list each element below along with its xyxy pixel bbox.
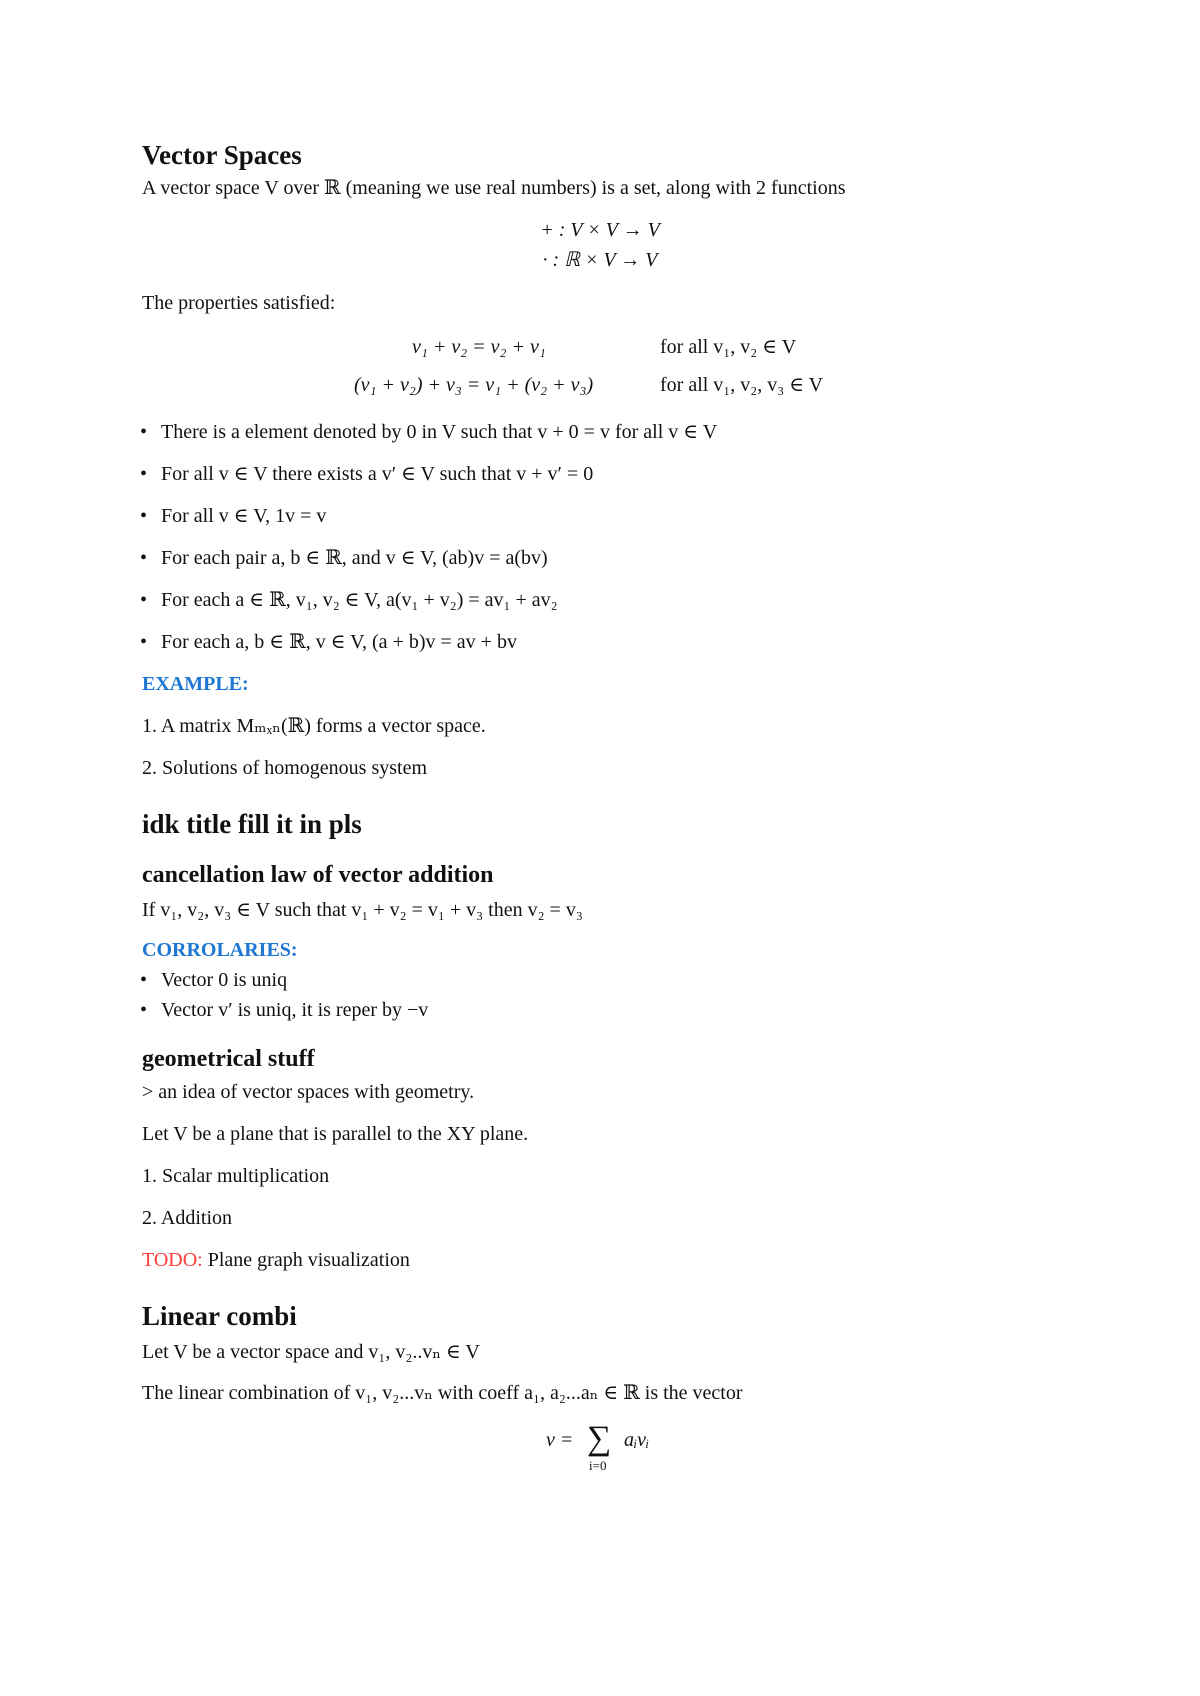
math-function: · : ℝ × V → V [542,249,658,271]
quote: > an idea of vector spaces with geometry. [142,1081,475,1103]
sum-index: i=0 [589,1458,607,1473]
equation-lhs: v₁ + v₂ = v₂ + v₁ [412,336,546,358]
list-item: • For each a, b ∈ ℝ, v ∈ V, (a + b)v = av + bv [142,629,517,655]
formula-body: aᵢvᵢ [624,1429,650,1451]
paragraph: The properties satisfied: [142,292,336,314]
sum-symbol: ∑ [587,1420,612,1457]
todo-text: Plane graph visualization [202,1249,410,1271]
subsection-title: cancellation law of vector addition [142,862,494,888]
paragraph: Let V be a plane that is parallel to the XY plane. [142,1123,529,1145]
paragraph: Let V be a vector space and v₁, v₂..vₙ ∈ V [142,1341,480,1363]
todo-label: TODO: [142,1249,203,1271]
list-item: 2. Addition [142,1207,233,1229]
subsection-title: geometrical stuff [142,1046,315,1072]
equation-lhs: (v₁ + v₂) + v₃ = v₁ + (v₂ + v₃) [354,374,594,396]
list-item: • Vector 0 is uniq [142,967,287,993]
list-item: • For each pair a, b ∈ ℝ, and v ∈ V, (ab)v = a(bv) [142,545,548,571]
list-item: • There is a element denoted by 0 in V such that v + 0 = v for all v ∈ V [142,419,717,445]
math-function: + : V × V → V [540,219,660,241]
section-title: idk title fill it in pls [142,809,362,839]
paragraph: A vector space V over ℝ (meaning we use real numbers) is a set, along with 2 functions [142,177,846,199]
paragraph: The linear combination of v₁, v₂...vₙ with coeff a₁, a₂...aₙ ∈ ℝ is the vector [142,1382,743,1404]
section-title: Linear combi [142,1301,297,1331]
list-item: • For all v ∈ V there exists a v′ ∈ V such that v + v′ = 0 [142,461,593,487]
list-item: • For all v ∈ V, 1v = v [142,503,326,529]
list-item: • For each a ∈ ℝ, v₁, v₂ ∈ V, a(v₁ + v₂) = av₁ + av₂ [142,587,558,613]
equation-rhs: for all v₁, v₂ ∈ V [660,336,797,358]
list-item: • Vector v′ is uniq, it is reper by −v [142,997,428,1023]
corollaries-label: CORROLARIES: [142,939,298,961]
equation-rhs: for all v₁, v₂, v₃ ∈ V [660,374,824,396]
list-item: 2. Solutions of homogenous system [142,757,428,779]
list-item: 1. A matrix Mₘₓₙ(ℝ) forms a vector space. [142,715,486,737]
formula-lhs: v = [546,1429,574,1451]
paragraph: If v₁, v₂, v₃ ∈ V such that v₁ + v₂ = v₁ + v₃ then v₂ = v₃ [142,899,583,921]
todo-note [142,1247,410,1273]
section-title: Vector Spaces [142,140,302,170]
example-label: EXAMPLE: [142,673,249,695]
list-item: 1. Scalar multiplication [142,1165,330,1187]
